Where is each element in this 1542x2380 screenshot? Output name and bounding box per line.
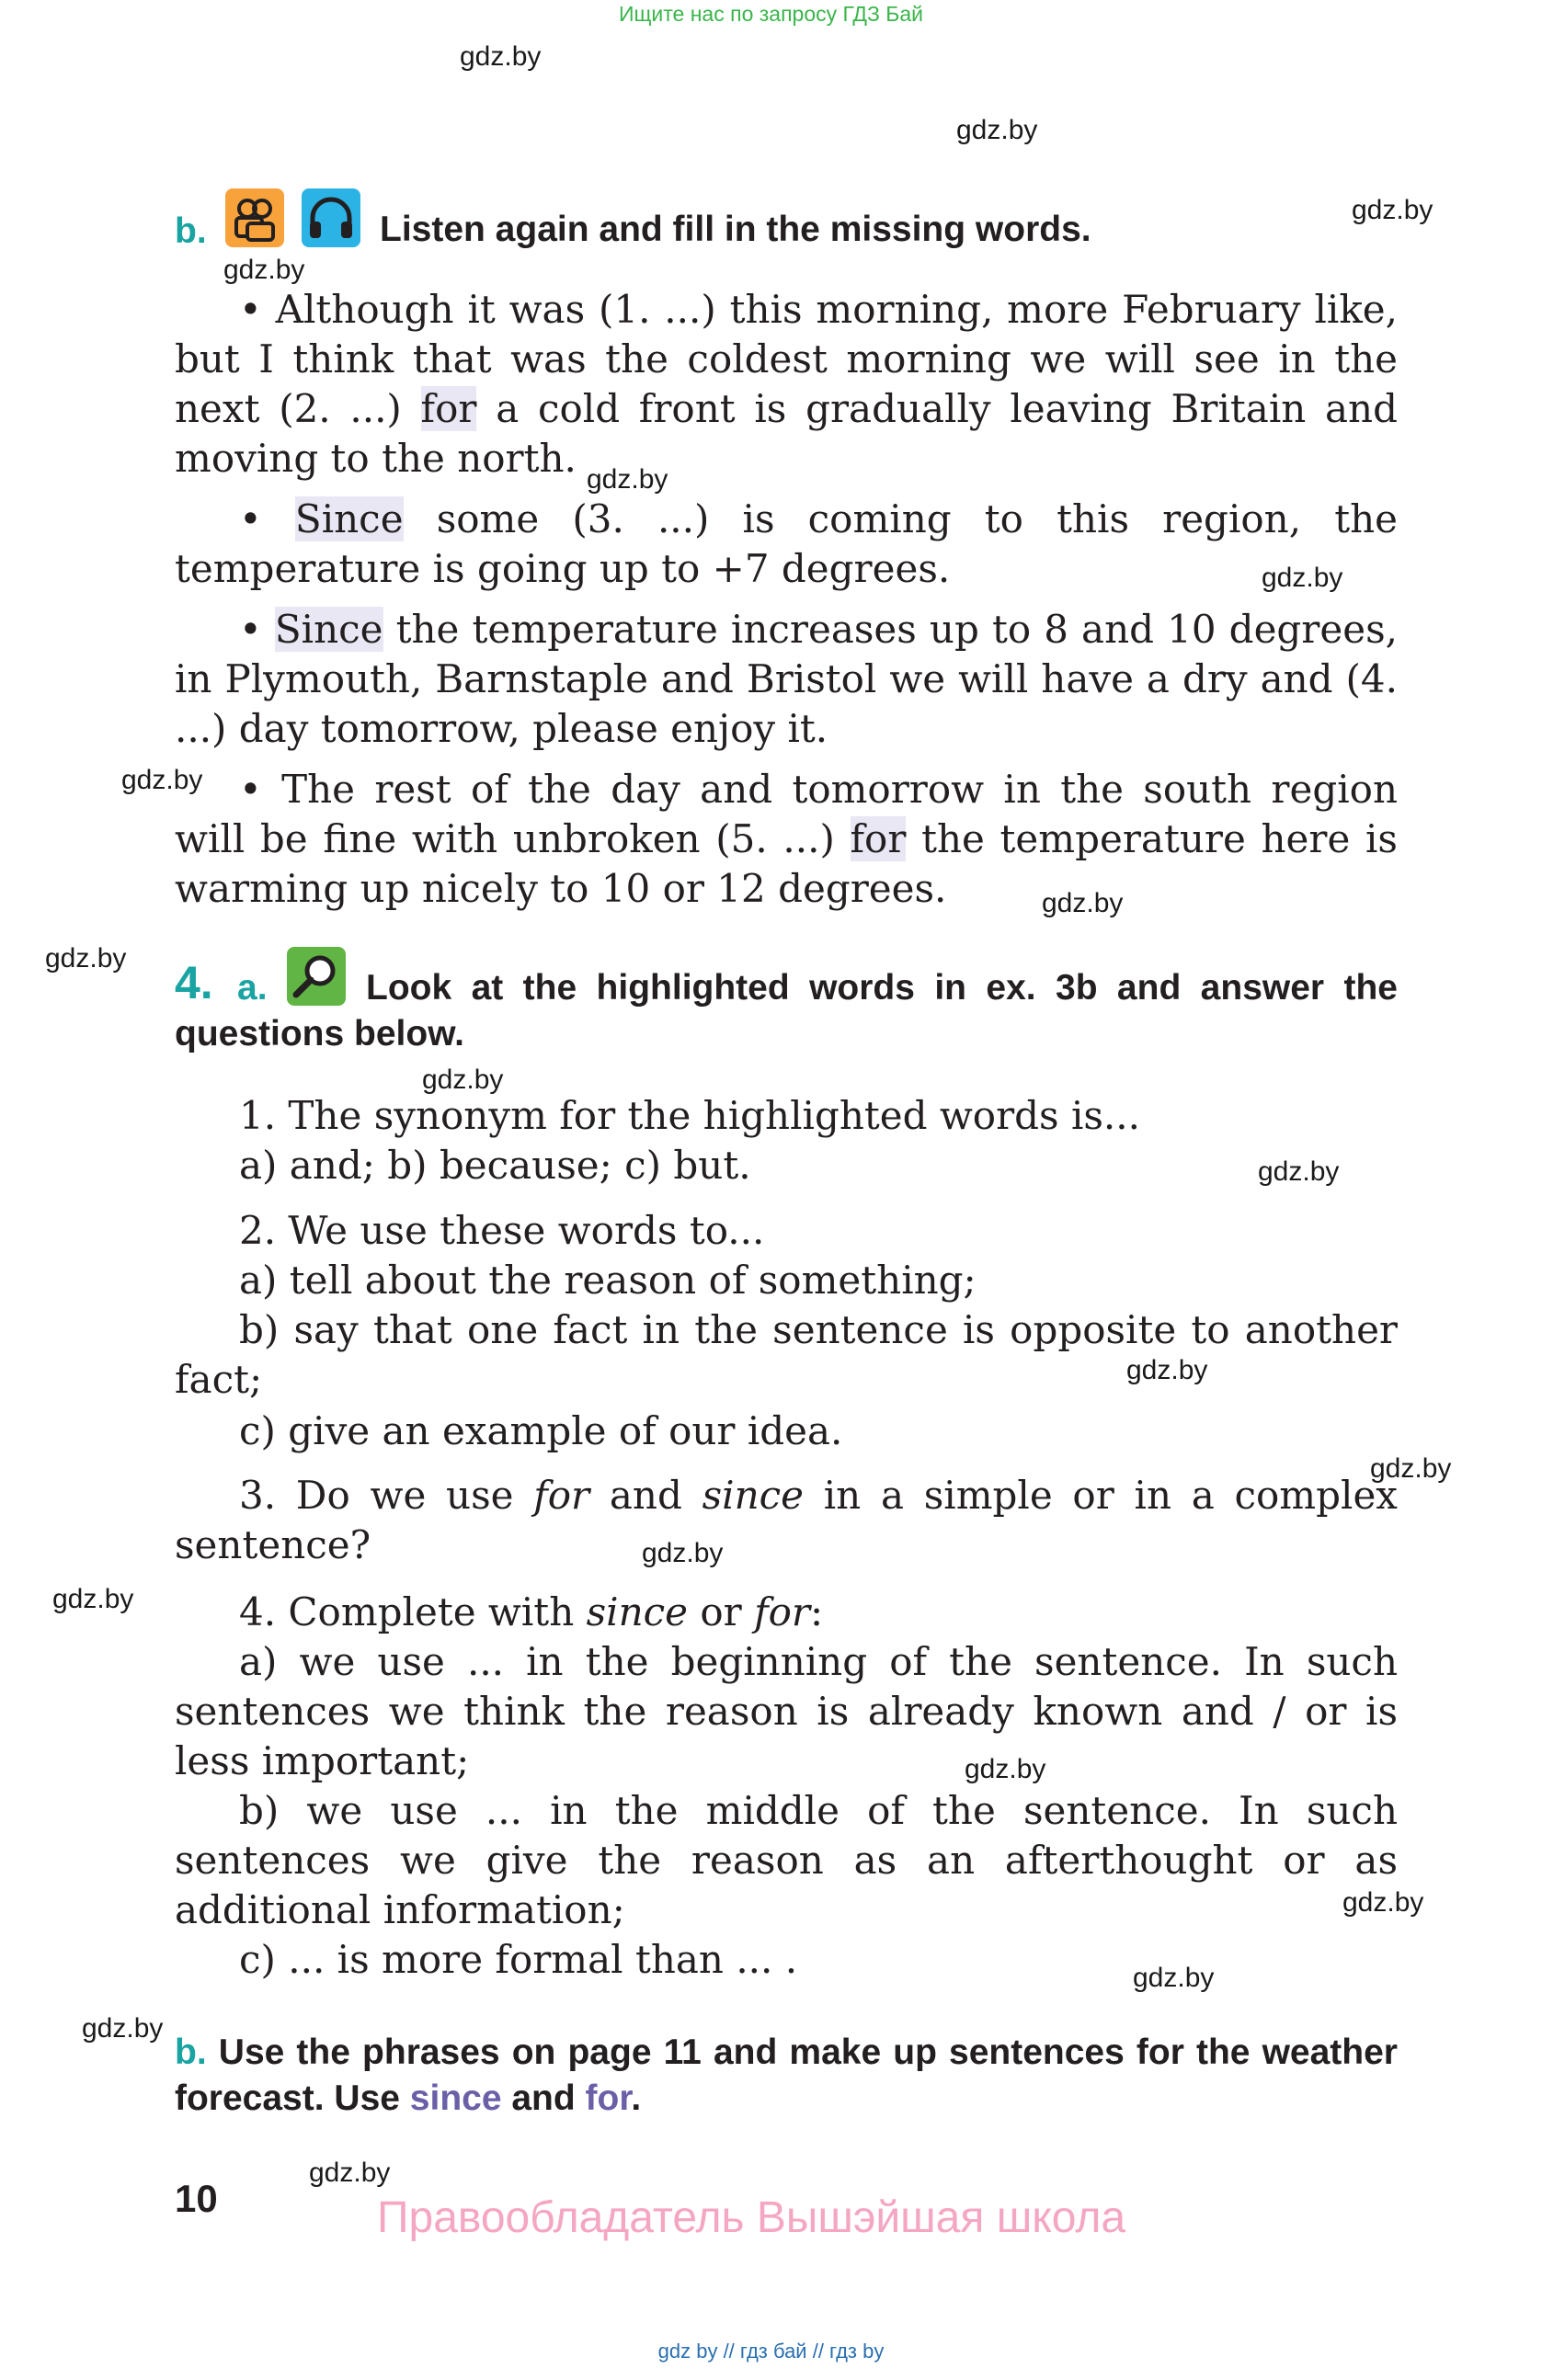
- section-4a-instruction: Look at the highlighted words in ex. 3b and answer the questions below.: [175, 968, 1398, 1053]
- paragraph-text: Although it was (1. ...) this morning, more February like, but I think that was the coldest morning we will see in the next (2. ...): [175, 287, 1398, 431]
- question-4-option-b: b) we use ... in the middle of the sentence. In such sentences we give the reason as an afterthought or as additional information;: [175, 1788, 1398, 1932]
- section-b-letter: b.: [175, 211, 207, 251]
- watermark: gdz.by: [460, 41, 542, 72]
- watermark: gdz.by: [1133, 1963, 1215, 1993]
- watermark: gdz.by: [1126, 1355, 1208, 1385]
- italic-word: for: [533, 1473, 590, 1518]
- section-4b-text: Use the phrases on page 11 and make up sentences for the weather forecast. Use: [175, 2033, 1398, 2118]
- bullet: •: [239, 496, 262, 541]
- watermark: gdz.by: [309, 2158, 391, 2188]
- section-4b-text: .: [631, 2078, 642, 2118]
- paragraph-text: The rest of the day and tomorrow in the south region will be fine with unbroken (5. ...): [175, 767, 1398, 861]
- headphones-icon: [302, 188, 360, 247]
- highlighted-word: for: [420, 386, 477, 431]
- question-text: or: [688, 1589, 755, 1634]
- watermark: gdz.by: [642, 1538, 724, 1568]
- bullet: •: [239, 607, 262, 652]
- watermark: gdz.by: [52, 1584, 134, 1614]
- question-text: in a simple or in a complex sentence?: [175, 1473, 1398, 1567]
- exercise-number: 4.: [175, 957, 213, 1008]
- watermark: gdz.by: [45, 943, 127, 974]
- top-note: Ищите нас по запросу ГДЗ Бай: [618, 2, 924, 26]
- highlight-since: since: [409, 2078, 502, 2118]
- question-text: 4. Complete with: [239, 1589, 587, 1634]
- watermark: gdz.by: [1042, 888, 1124, 918]
- question-text: and: [589, 1473, 702, 1518]
- italic-word: since: [586, 1589, 689, 1634]
- page-number: 10: [175, 2177, 218, 2220]
- highlighted-word: for: [850, 816, 907, 861]
- question-1-options: a) and; b) because; c) but.: [239, 1143, 751, 1188]
- section-4b: [175, 2030, 1398, 2122]
- question-text: 3. Do we use: [239, 1473, 534, 1518]
- highlighted-word: Since: [274, 607, 383, 652]
- question-text: :: [810, 1589, 824, 1634]
- section-4b-letter: b.: [175, 2033, 207, 2072]
- highlight-for: for: [585, 2078, 632, 2118]
- paragraph-4: [175, 765, 1398, 914]
- watermark: gdz.by: [1258, 1156, 1340, 1187]
- watermark: gdz.by: [82, 2013, 164, 2044]
- paragraph-2: [175, 495, 1398, 594]
- watermark: gdz.by: [223, 255, 305, 285]
- section-4a-letter: a.: [237, 968, 268, 1008]
- paragraph-text: the temperature here is warming up nicely to 10 or 12 degrees.: [175, 816, 1398, 911]
- watermark: gdz.by: [587, 464, 668, 495]
- question-1: 1. The synonym for the highlighted words is...: [239, 1093, 1140, 1138]
- question-2-option-b: b) say that one fact in the sentence is opposite to another fact;: [175, 1307, 1398, 1402]
- question-4: [239, 1588, 1398, 1637]
- question-2-option-c: c) give an example of our idea.: [239, 1408, 843, 1453]
- watermark: gdz.by: [1370, 1453, 1452, 1484]
- copyright-owner: Правообладатель Вышэйшая школа: [377, 2193, 1126, 2242]
- watermark: gdz.by: [1352, 195, 1433, 225]
- italic-word: for: [754, 1589, 811, 1634]
- watermark: gdz.by: [956, 115, 1038, 145]
- highlighted-word: Since: [294, 496, 404, 541]
- section-b-instruction: Listen again and fill in the missing words.: [380, 210, 1091, 249]
- watermark: gdz.by: [422, 1065, 504, 1095]
- bullet: •: [239, 767, 262, 812]
- bullet: •: [239, 287, 262, 332]
- question-4-option-a: a) we use ... in the beginning of the sentence. In such sentences we think the reason is already known and / or is less important;: [175, 1639, 1398, 1783]
- question-2-option-a: a) tell about the reason of something;: [239, 1258, 977, 1303]
- paragraph-text: some (3. ...) is coming to this region, the temperature is going up to +7 degrees.: [175, 496, 1398, 591]
- pair-work-icon: [225, 188, 284, 247]
- italic-word: since: [702, 1473, 804, 1518]
- watermark: gdz.by: [121, 765, 203, 795]
- watermark: gdz.by: [1262, 563, 1343, 593]
- watermark: gdz.by: [965, 1754, 1046, 1784]
- paragraph-1: [175, 285, 1398, 484]
- question-4-option-c: c) ... is more formal than ... .: [239, 1937, 798, 1982]
- watermark: gdz.by: [1342, 1887, 1424, 1918]
- paragraph-3: [175, 605, 1398, 754]
- question-3: [175, 1471, 1398, 1570]
- question-2: 2. We use these words to...: [239, 1208, 765, 1253]
- section-4b-text: and: [501, 2078, 586, 2118]
- paragraph-text: the temperature increases up to 8 and 10 degrees, in Plymouth, Barnstaple and Bristol we will have a dry and (4. ...) day tomorrow, please enjoy it.: [175, 607, 1398, 751]
- section-b-header: [175, 211, 207, 252]
- footer-links: gdz by // гдз бай // гдз by: [657, 2340, 885, 2363]
- paragraph-text: a cold front is gradually leaving Britain and moving to the north.: [175, 386, 1398, 481]
